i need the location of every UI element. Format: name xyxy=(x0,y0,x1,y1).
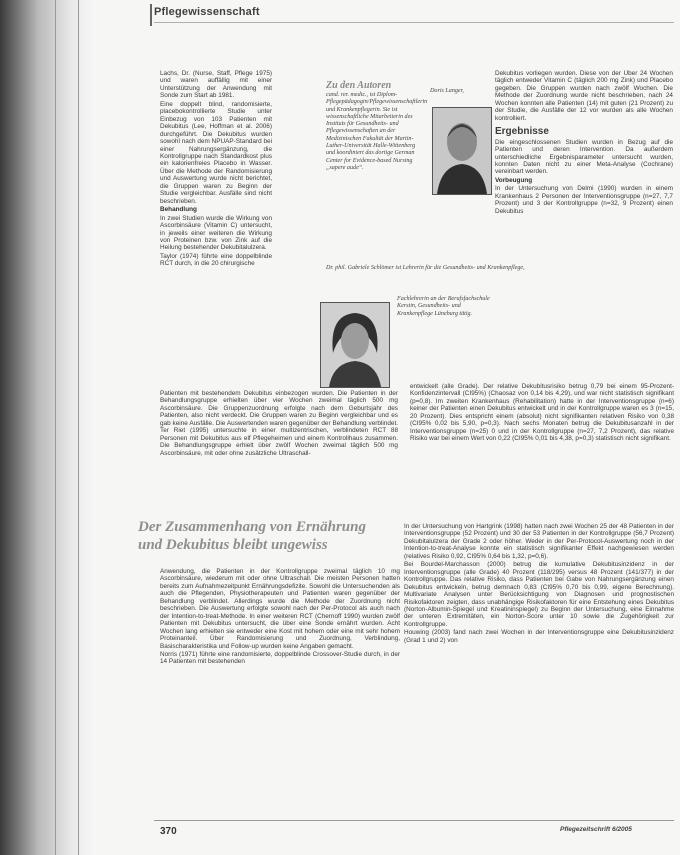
paragraph: Eine doppelt blind, randomisierte, placebokontrollierte Studie unter Einbezug von 103 Patienten mit Dekubitus (Lee, Hoffman et al. 2006) durchgeführt. Die Dekubitus wurden sowohl nach dem NPUAP-Standard bei einer Nahrungsergänzung, die Kontrollgruppe nach Standardkost plus ein kalorienfreies Placebo in Wasser. Über die Methode der Randomisierung und Auswertung wurde nicht berichtet, die Gruppen waren zu Beginn der Studie vergleichbar. Ausfälle sind nicht beschrieben. xyxy=(160,100,272,205)
column-bottom-right xyxy=(404,523,674,767)
book-spine-shadow xyxy=(0,0,95,855)
paragraph: Taylor (1974) führte eine doppelblinde RCT durch, in die 20 chirurgische xyxy=(160,252,272,268)
author2-bio-continued: Fachlehrerin an der Berufsfachschule Kerstin, Gesundheits- und Krankenpflege Lüneburg tätig. xyxy=(397,296,490,317)
paragraph: Norris (1971) führte eine randomisierte, doppelblinde Crossover-Studie durch, in der 14 Patienten mit bestehenden xyxy=(160,650,400,666)
paragraph: Anwendung, die Patienten in der Kontrollgruppe zweimal täglich 10 mg Ascorbinsäure, wiederum mit oder ohne Ultraschall. Die meisten Personen hatten bereits zum Aufnahmezeitpunkt Ernährungsdefizite. Sowohl die Untersuchenden als auch die Pflegenden, Physiotherapeuten und Patienten waren gegenüber der Behandlung verblindet. Allerdings wurde die Methode der Zuordnung nicht beschrieben. Die Auswertung erfolgte sowohl nach der Per-Protocol als auch nach der Intention-to-treat-Methode. In einer weiteren RCT (Chernoff 1990) wurden zwölf Patienten mit Dekubitus untersucht, die über eine Sonde ernährt wurden. Acht Wochen lang erhielten sie entweder eine Kost mit hohem oder eine mit sehr hohem Proteinanteil. Über Randomisierung und Zuordnung, Verblindung, Basischarakteristika und Follow-up wurden keine Angaben gemacht. xyxy=(160,568,400,650)
paragraph: In der Untersuchung von Delmi (1990) wurden in einem Krankenhaus 2 Personen der Interventionsgruppe (n=27, 7,7 Prozent) und 3 der Kontrollgruppe (n=32, 9 Prozent) einen Dekubitus xyxy=(495,185,673,215)
subheading-vorbeugung: Vorbeugung xyxy=(495,176,533,184)
column-middle xyxy=(160,390,398,462)
authors-heading: Zu den Autoren xyxy=(326,80,392,91)
page-edge-line xyxy=(55,0,56,855)
header-rule-mark xyxy=(150,4,152,26)
page-number: 370 xyxy=(160,826,177,837)
author2-bio: Dr. phil. Gabriele Schlömer ist Lehrerin für die Gesundheits- und Krankenpflege, xyxy=(326,265,525,271)
pull-quote-line-1: Der Zusammenhang von Ernährung xyxy=(138,519,366,535)
column-right-continued xyxy=(410,383,674,513)
paragraph: Dekubitus vorliegen wurden. Diese von der Über 24 Wochen täglich entweder Vitamin C (täglich 200 mg Zink) und Placebo gegeben. Die Gruppen wurden nach zwölf Wochen. Die Methode der Zuordnung wurde nicht beschrieben, nach 24 Wochen konnten alle Patienten (14) mit guten (21 Prozent) zu der Studie, die Ausfälle der 12 vor wurden als alle Wochen kontrolliert. xyxy=(495,70,673,122)
paragraph: Die eingeschlossenen Studien wurden in Bezug auf die Patienten und deren Intervention. Da außerdem unterschiedliche Ergebnisparameter untersucht wurden, konnten Daten nicht zu einer Meta-Analyse (Cochrane) vereinbart werden. xyxy=(495,138,673,176)
paragraph: Houwing (2003) fand nach zwei Wochen in der Interventionsgruppe eine Dekubitusinzidenz (Grad 1 und 2) von xyxy=(404,629,674,644)
page-edge-line xyxy=(78,0,79,855)
page-edge-line xyxy=(28,0,29,855)
pull-quote-line-2: und Dekubitus bleibt ungewiss xyxy=(138,537,328,553)
column-bottom-left xyxy=(160,568,400,768)
footer-divider xyxy=(154,820,674,821)
author2-photo xyxy=(320,302,390,388)
column-3 xyxy=(495,70,673,396)
header-divider xyxy=(154,22,674,23)
journal-title: Pflegezeitschrift 6/2005 xyxy=(560,826,632,833)
paragraph: Bei Bourdel-Marchasson (2000) betrug die kumulative Dekubitusinzidenz in der Interventionsgruppe (alle Grade) 40 Prozent (118/295) versus 48 Prozent (141/377) in der Kontrollgruppe. Das relative Risiko, dass Patienten bei Gabe von Nahrungsergänzung einen Dekubitus entwickeln, betrug demnach 0,83 (CI95% 0,70 bis 0,99, eigene Berechnung). Multivariate Analysen unter Berücksichtigung von Diagnosen und prognostischen Risikofaktoren zeigten, dass unabhängige Risikofaktoren für eine Entstehung eines Dekubitus (Norton-Albumin-Spiegel und Kreatininspiegel) zu Beginn der Untersuchung, eine Einnahme der unteren Extremitäten, ein Norton-Score unter 10 sowie die Zugehörigkeit zur Kontrollgruppe. xyxy=(404,561,674,628)
paragraph: In der Untersuchung von Hartgrink (1998) hatten nach zwei Wochen 25 der 48 Patienten in der Interventionsgruppe (52 Prozent) und 30 der 53 Patienten in der Kontrollgruppe (56,7 Prozent) Dekubitalulzera der Grade 2 oder höher. Weder in der Per-Protocol-Auswertung noch in der Intention-to-treat-Analyse konnte ein statistisch signifikanter Effekt nachgewiesen werden (relatives Risiko 0,92, CI95% 0,64 bis 1,32, p=0,6). xyxy=(404,523,674,560)
author1-name: Doris Langer, xyxy=(430,88,464,94)
paragraph: Lachs, Dr. (Nurse, Staff, Pflege 1975) und waren auffällig mit einer Unterstützung der Anwendung mit Sonde zum Start ab 1981. xyxy=(160,70,272,100)
paragraph: In zwei Studien wurde die Wirkung von Ascorbinsäure (Vitamin C) untersucht, in jeweils einer weiteren die Wirkung von Proteinen bzw. von Zink auf die Heilung bestehender Dekubitalulzera. xyxy=(160,214,272,252)
paragraph: Patienten mit bestehendem Dekubitus einbezogen wurden. Die Patienten in der Behandlungsgruppe erhielten über vier Wochen zweimal täglich 500 mg Ascorbinsäure. Die Gruppenzuordnung erfolgte nach dem Geburtsjahr des Patienten, also nicht verdeckt. Die Gruppen waren zu Beginn vergleichbar und es gab keine Ausfälle. Die Auswertenden waren gegenüber der Behandlung verblindet. Ter Riet (1995) untersuchte in einer multizentrischen, verblindeten RCT 88 Personen mit Dekubitus aus elf Pflegeheimen und einem Kontrollhaus zusammen. Die Behandlungsgruppe erhielt über zwölf Wochen zweimal täglich 500 mg Ascorbinsäure, mit oder ohne zusätzliche Ultraschall- xyxy=(160,390,398,457)
column-1 xyxy=(160,70,272,400)
paragraph: entwickelt (alle Grade). Der relative Dekubitusrisiko betrug 0,79 bei einem 95-Prozent-Konfidenzintervall (CI95%) (Chaosaz von 0,14 bis 4,29), und war nicht statistisch signifikant (p=0,8). Im zweiten Krankenhaus (Rehabilitation) hatte in der Interventionsgruppe (n=6) keiner der Patienten einen Dekubitus entwickelt und in der Kontrollgruppe waren es 3 (n=15, 20 Prozent). Dies entspricht einem (absolut) nicht signifikanten relativen Risiko von 0,38 (CI95% 0,02 bis 5,90, p=0,3). Nach sechs Monaten betrug die Dekubitusanzahl in der Interventionsgruppe (n=25) 0 und in der Kontrollgruppe (n=27, 7,2 Prozent), das relative Risiko war bei einem Wert von 0,22 (CI95% 0,01 bis 4,38, p=0,3) statistisch nicht signifikant. xyxy=(410,383,674,443)
heading-ergebnisse: Ergebnisse xyxy=(495,126,549,138)
subheading-behandlung: Behandlung xyxy=(160,206,197,214)
pull-quote-heading xyxy=(138,518,418,554)
author1-bio: cand. rer. medic., ist Diplom-Pflegepädagogin/Pflegewissenschaftlerin und Krankenpflegerin. Sie ist wissenschaftliche Mitarbeiterin des Instituts für Gesundheits- und Pflegewissenschaften an der Medizinischen Fakultät der Martin-Luther-Universität Halle-Wittenberg und koordiniert das dortige German Center for Evidence-based Nursing „sapere aude“. xyxy=(326,92,428,171)
author1-photo xyxy=(432,107,492,195)
section-title: Pflegewissenschaft xyxy=(154,6,260,18)
